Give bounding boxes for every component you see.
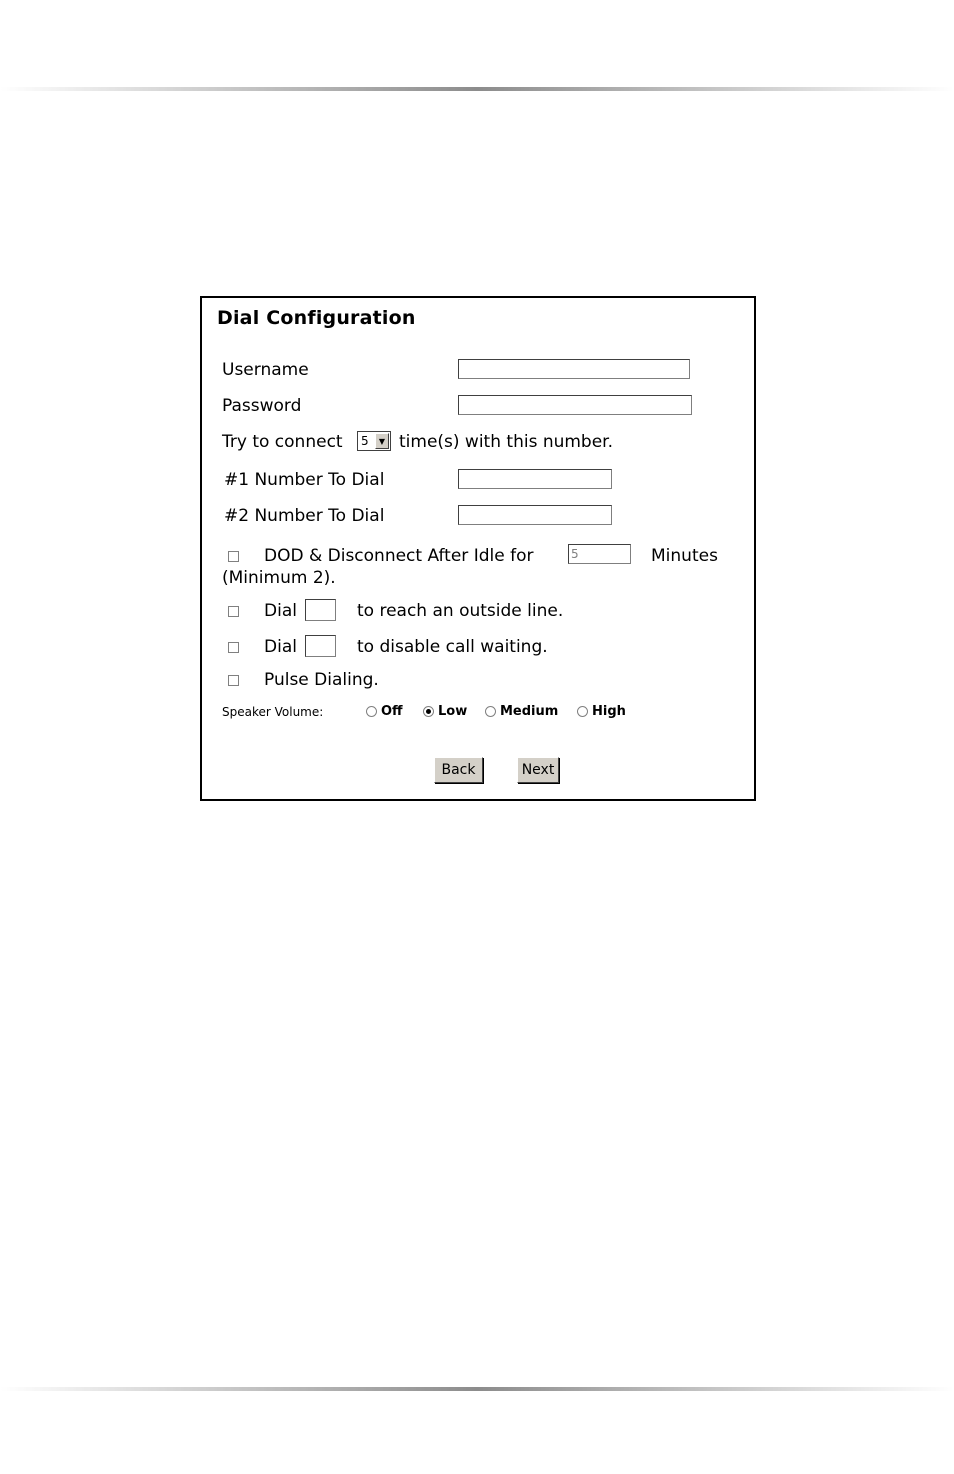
dod-label: DOD & Disconnect After Idle for: [264, 546, 534, 566]
speaker-volume-label: Speaker Volume:: [222, 705, 324, 719]
dod-checkbox[interactable]: [228, 551, 239, 562]
retry-count-value: 5: [361, 434, 369, 448]
top-divider: [0, 87, 954, 91]
volume-medium-label: Medium: [500, 704, 559, 719]
password-input[interactable]: [458, 395, 692, 415]
outside-line-prefix: Dial: [264, 601, 297, 621]
outside-line-input[interactable]: [305, 599, 336, 621]
username-input[interactable]: [458, 359, 690, 379]
volume-off-radio[interactable]: [366, 706, 377, 717]
number2-label: #2 Number To Dial: [224, 506, 385, 526]
outside-line-checkbox[interactable]: [228, 606, 239, 617]
call-waiting-input[interactable]: [305, 635, 336, 657]
bottom-divider: [0, 1387, 954, 1391]
password-label: Password: [222, 396, 302, 416]
number2-input[interactable]: [458, 505, 612, 525]
retry-count-select[interactable]: [357, 431, 391, 451]
call-waiting-checkbox[interactable]: [228, 642, 239, 653]
number1-label: #1 Number To Dial: [224, 470, 385, 490]
volume-high-radio[interactable]: [577, 706, 588, 717]
volume-low-label: Low: [438, 704, 468, 719]
outside-line-suffix: to reach an outside line.: [357, 601, 564, 621]
retry-suffix: time(s) with this number.: [399, 432, 614, 452]
next-button[interactable]: Next: [517, 757, 559, 783]
volume-high-label: High: [592, 704, 626, 719]
username-label: Username: [222, 360, 309, 380]
call-waiting-prefix: Dial: [264, 637, 297, 657]
idle-minutes-input[interactable]: [568, 544, 631, 564]
back-button[interactable]: Back: [434, 757, 483, 783]
panel-title: Dial Configuration: [217, 307, 416, 329]
pulse-dialing-label: Pulse Dialing.: [264, 670, 379, 690]
dod-note: (Minimum 2).: [222, 568, 336, 588]
dial-configuration-panel: [200, 296, 756, 801]
volume-low-radio[interactable]: [423, 706, 434, 717]
dod-unit: Minutes: [651, 546, 718, 566]
volume-off-label: Off: [381, 704, 403, 719]
dropdown-arrow-icon[interactable]: ▼: [375, 433, 389, 449]
retry-prefix: Try to connect: [222, 432, 343, 452]
number1-input[interactable]: [458, 469, 612, 489]
pulse-dialing-checkbox[interactable]: [228, 675, 239, 686]
call-waiting-suffix: to disable call waiting.: [357, 637, 548, 657]
volume-medium-radio[interactable]: [485, 706, 496, 717]
